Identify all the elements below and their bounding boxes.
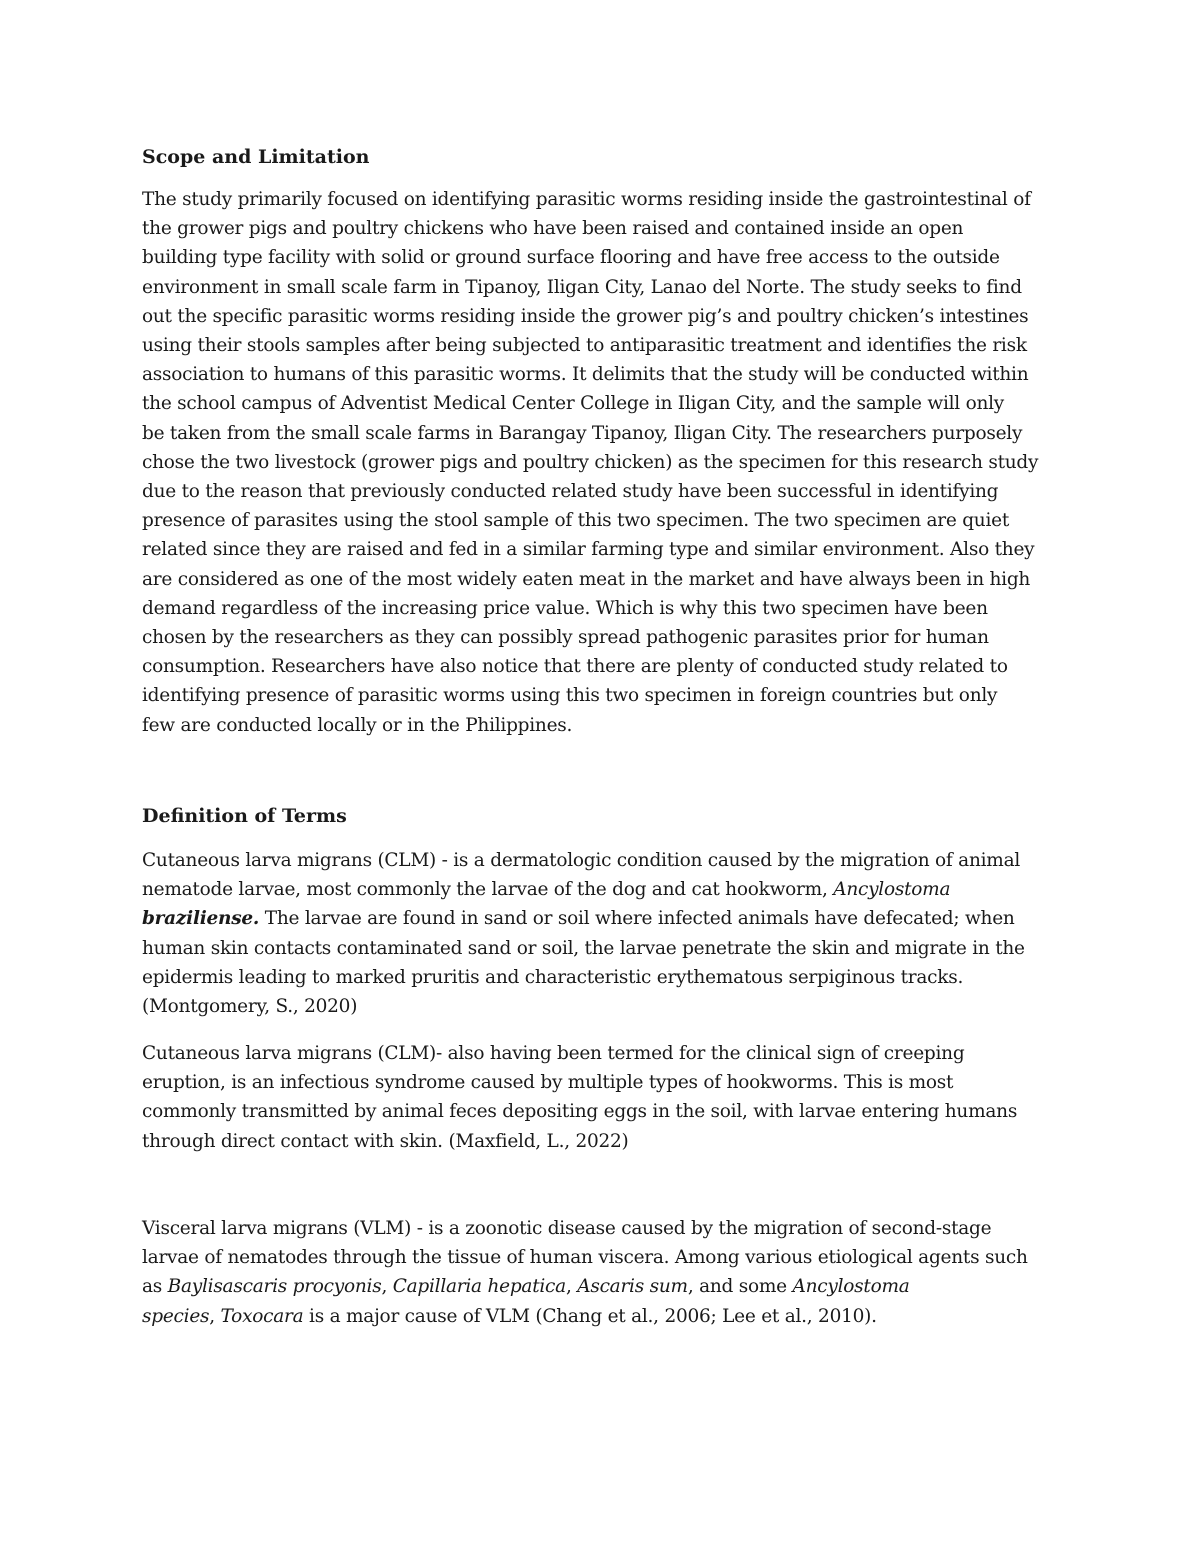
scope-line: identifying presence of parasitic worms using this two specimen in foreign countries but only [142,685,998,707]
scope-line: out the specific parasitic worms residing inside the grower pig’s and poultry chicken’s intestines [142,305,1029,327]
definition-clm-paragraph [142,846,1025,1021]
scope-line: presence of parasites using the stool sample of this two specimen. The two specimen are quiet [142,510,1010,532]
scope-line: The study primarily focused on identifying parasitic worms residing inside the gastrointestinal of [142,189,1031,210]
clm-alt-line: commonly transmitted by animal feces depositing eggs in the soil, with larvae entering humans [142,1101,1018,1123]
scope-line: using their stools samples after being subjected to antiparasitic treatment and identifies the risk [142,335,1027,357]
clm-alt-line: Cutaneous larva migrans (CLM)- also having been termed for the clinical sign of creeping [142,1043,965,1064]
species-name: Capillaria hepatica [392,1276,566,1298]
scope-line: demand regardless of the increasing price value. Which is why this two specimen have been [142,597,988,619]
clm-line: braziliense. The larvae are found in sand or soil where infected animals have defecated; when [142,908,1015,930]
scope-line: the school campus of Adventist Medical Center College in Iligan City, and the sample will only [142,393,1005,415]
species-name: Baylisascaris procyonis [167,1276,382,1298]
vlm-line: larvae of nematodes through the tissue of human viscera. Among various etiological agents such [142,1247,1028,1269]
clm-line: epidermis leading to marked pruritis and characteristic erythematous serpiginous tracks. [142,966,964,988]
scope-line: association to humans of this parasitic worms. It delimits that the study will be conducted within [142,364,1029,386]
clm-line: nematode larvae, most commonly the larvae of the dog and cat hookworm, Ancylostoma [142,879,951,901]
species-name: Toxocara [220,1305,304,1327]
clm-alt-line: eruption, is an infectious syndrome caused by multiple types of hookworms. This is most [142,1072,954,1094]
scope-line: due to the reason that previously conducted related study have been successful in identifying [142,481,999,503]
citation: (Montgomery, S., 2020) [142,996,358,1018]
scope-line: are considered as one of the most widely eaten meat in the market and have always been in high [142,568,1031,590]
scope-line: few are conducted locally or in the Philippines. [142,714,573,736]
species-name: species [142,1305,210,1327]
definition-vlm-paragraph [142,1214,1028,1331]
scope-line: chose the two livestock (grower pigs and poultry chicken) as the specimen for this research study [142,451,1039,473]
vlm-line: species, Toxocara is a major cause of VLM (Chang et al., 2006; Lee et al., 2010). [142,1305,877,1327]
scope-heading: Scope and Limitation [142,146,370,168]
scope-line: chosen by the researchers as they can possibly spread pathogenic parasites prior for human [142,627,989,649]
species-name: braziliense. [142,908,260,930]
scope-paragraph [142,185,1038,740]
scope-line: related since they are raised and fed in a similar farming type and similar environment. Also they [142,539,1035,561]
definition-clm-alt-paragraph [142,1039,1017,1156]
scope-line: building type facility with solid or ground surface flooring and have free access to the outside [142,247,1000,269]
scope-line: environment in small scale farm in Tipanoy, Iligan City, Lanao del Norte. The study seeks to find [142,276,1022,298]
scope-line: be taken from the small scale farms in Barangay Tipanoy, Iligan City. The researchers purposely [142,422,1023,444]
definitions-heading: Definition of Terms [142,805,347,827]
scope-line: consumption. Researchers have also notice that there are plenty of conducted study related to [142,656,1008,678]
vlm-line: as Baylisascaris procyonis, Capillaria hepatica, Ascaris sum, and some Ancylostoma [142,1276,910,1298]
species-name: Ancylostoma [833,879,951,901]
clm-line: Cutaneous larva migrans (CLM) - is a dermatologic condition caused by the migration of animal [142,850,1021,871]
species-name: Ascaris sum [577,1276,688,1298]
scope-line: the grower pigs and poultry chickens who have been raised and contained inside an open [142,218,964,240]
vlm-line: Visceral larva migrans (VLM) - is a zoonotic disease caused by the migration of second-stage [142,1218,992,1239]
clm-line: human skin contacts contaminated sand or soil, the larvae penetrate the skin and migrate in the [142,937,1025,959]
clm-alt-line: through direct contact with skin. (Maxfield, L., 2022) [142,1130,629,1152]
species-name: Ancylostoma [792,1276,910,1298]
